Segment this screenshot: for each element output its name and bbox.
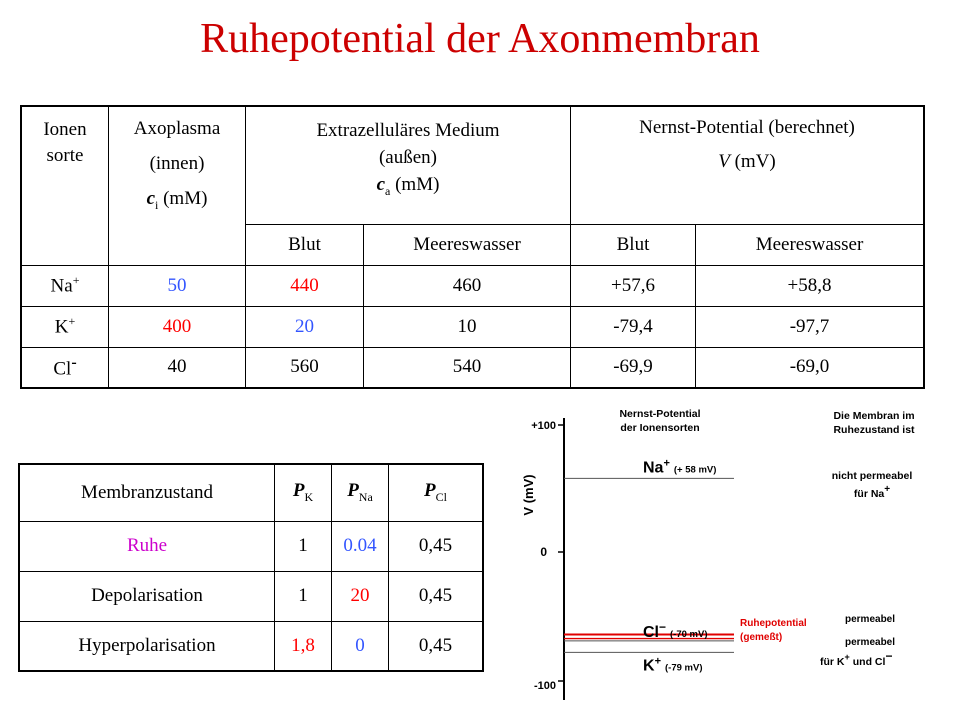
table-row xyxy=(19,571,483,621)
ci-cell: 400 xyxy=(109,306,246,347)
meer-cell: 540 xyxy=(364,347,571,388)
resting-potential-label-1: Ruhepotential xyxy=(740,618,807,629)
ion-charge: + xyxy=(72,273,80,288)
header-pk-sub: K xyxy=(304,490,314,505)
v-blut-cell: -69,9 xyxy=(571,347,696,388)
v-meer-cell: +58,8 xyxy=(696,265,925,306)
header-nernst-line1: Nernst-Potential xyxy=(619,408,701,420)
header-axo-var: c xyxy=(146,188,155,209)
meer-cell: 10 xyxy=(364,306,571,347)
meer-cell: 460 xyxy=(364,265,571,306)
header-meereswasser: Meereswasser xyxy=(364,224,571,265)
ion-cell xyxy=(21,306,109,347)
v-blut-cell: -79,4 xyxy=(571,306,696,347)
header-pna-sub: Na xyxy=(358,490,373,505)
tick-label-0: 0 xyxy=(540,545,547,559)
header-extra-unit: (mM) xyxy=(395,174,440,195)
header-ion-type xyxy=(21,106,109,265)
permeability-table xyxy=(18,463,484,672)
header-extra-var: c xyxy=(376,174,386,195)
state-cell: Depolarisation xyxy=(19,571,275,621)
header-nernst-var: V xyxy=(718,151,730,172)
v-blut-cell: +57,6 xyxy=(571,265,696,306)
ion-symbol: Cl xyxy=(53,358,72,380)
table-row xyxy=(21,265,924,306)
header-axoplasma xyxy=(109,106,246,265)
header-nernst xyxy=(571,106,925,224)
header-axo-sub: i xyxy=(155,197,159,212)
v-meer-cell: -97,7 xyxy=(696,306,925,347)
y-axis-label: V (mV) xyxy=(521,474,536,516)
header-extra-line1: Extrazelluläres Medium xyxy=(316,120,500,141)
header-blut: Blut xyxy=(246,224,364,265)
pcl-cell: 0,45 xyxy=(389,521,484,571)
header-nernst-line2: der Ionensorten xyxy=(620,422,700,434)
page-title: Ruhepotential der Axonmembran xyxy=(200,16,760,62)
ion-symbol: K xyxy=(54,316,69,338)
header-extracellular xyxy=(246,106,571,224)
pk-cell: 1 xyxy=(275,521,332,571)
table-row xyxy=(19,621,483,671)
header-extra-sub: a xyxy=(385,183,391,198)
header-nernst-unit: (mV) xyxy=(734,151,776,172)
na-label: $Na^+_{(+ 58 mV)}$ xyxy=(643,457,717,477)
header-pcl xyxy=(389,464,484,521)
blut-cell: 20 xyxy=(246,306,364,347)
pna-cell: 0.04 xyxy=(332,521,389,571)
header-pna xyxy=(332,464,389,521)
header-membran-line1: Die Membran im xyxy=(833,410,915,422)
header-extra-line2: (außen) xyxy=(378,147,438,168)
ci-cell: 50 xyxy=(109,265,246,306)
header-ion-line1: Ionen xyxy=(43,119,87,140)
header-ion-line2: sorte xyxy=(46,145,84,166)
permeable-line3: für K+ und Cl− xyxy=(820,649,893,668)
state-cell: Hyperpolarisation xyxy=(19,621,275,671)
table-row xyxy=(19,521,483,571)
header-nernst-line1: Nernst-Potential (berechnet) xyxy=(639,117,855,138)
tick-label-m100: -100 xyxy=(533,680,556,692)
pcl-cell: 0,45 xyxy=(389,621,484,671)
k-label: $K^+_{(-79 mV)}$ xyxy=(643,655,703,675)
ion-cell xyxy=(21,347,109,388)
header-pcl-var: P xyxy=(424,480,436,502)
header-pna-var: P xyxy=(347,480,359,502)
pk-cell: 1,8 xyxy=(275,621,332,671)
pna-cell: 20 xyxy=(332,571,389,621)
ion-charge: - xyxy=(71,354,77,372)
header-blut-2: Blut xyxy=(571,224,696,265)
ion-cell xyxy=(21,265,109,306)
header-axo-unit: (mM) xyxy=(163,188,208,209)
header-axo-line2: (innen) xyxy=(149,153,205,174)
resting-potential-label-2: (gemeßt) xyxy=(740,632,783,643)
table-row xyxy=(21,347,924,388)
blut-cell: 560 xyxy=(246,347,364,388)
cl-label: $Cl^-_{(-70 mV)}$ xyxy=(643,619,708,641)
ion-charge: + xyxy=(68,314,76,329)
permeable-line1: permeabel xyxy=(845,614,896,625)
blut-cell: 440 xyxy=(246,265,364,306)
table-row xyxy=(21,306,924,347)
not-permeable-line1: nicht permeabel xyxy=(831,470,913,482)
header-axo-line1: Axoplasma xyxy=(133,118,221,139)
header-membran-line2: Ruhezustand ist xyxy=(833,424,915,436)
tick-label-100: +100 xyxy=(531,420,556,432)
pna-cell: 0 xyxy=(332,621,389,671)
ion-concentration-table xyxy=(20,105,925,389)
not-permeable-line2: für Na+ xyxy=(853,484,891,500)
ion-symbol: Na xyxy=(50,275,73,297)
permeable-line2: permeabel xyxy=(845,637,896,648)
header-pk-var: P xyxy=(292,480,305,502)
nernst-potential-diagram xyxy=(500,400,960,710)
header-pcl-sub: Cl xyxy=(435,490,447,505)
state-cell: Ruhe xyxy=(19,521,275,571)
header-membrane-state: Membranzustand xyxy=(19,464,275,521)
ci-cell: 40 xyxy=(109,347,246,388)
header-pk xyxy=(275,464,332,521)
pcl-cell: 0,45 xyxy=(389,571,484,621)
v-meer-cell: -69,0 xyxy=(696,347,925,388)
pk-cell: 1 xyxy=(275,571,332,621)
header-meereswasser-2: Meereswasser xyxy=(696,224,925,265)
